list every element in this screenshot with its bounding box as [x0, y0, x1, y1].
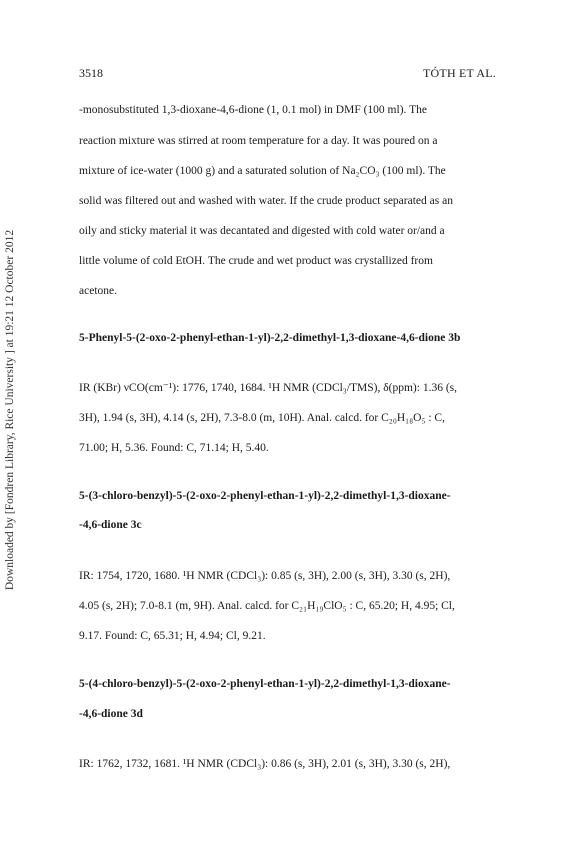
- compound-data-line: IR: 1762, 1732, 1681. ¹H NMR (CDCl₃): 0.86 (s, 3H), 2.01 (s, 3H), 3.30 (s, 2H),: [79, 758, 451, 770]
- compound-heading-3b: 5-Phenyl-5-(2-oxo-2-phenyl-ethan-1-yl)-2,2-dimethyl-1,3-dioxane-4,6-dione 3b: [79, 332, 461, 344]
- compound-heading-3d: 5-(4-chloro-benzyl)-5-(2-oxo-2-phenyl-ethan-1-yl)-2,2-dimethyl-1,3-dioxane-: [79, 678, 451, 690]
- compound-heading-3d: -4,6-dione 3d: [79, 708, 143, 720]
- compound-data-line: 3H), 1.94 (s, 3H), 4.14 (s, 2H), 7.3-8.0 (m, 10H). Anal. calcd. for C₂₀H₁₈O₅ : C,: [79, 412, 445, 424]
- paragraph-line: little volume of cold EtOH. The crude and wet product was crystallized from: [79, 255, 433, 267]
- running-head: TÓTH ET AL.: [423, 66, 496, 80]
- download-watermark: [0, 150, 20, 670]
- page-number: 3518: [79, 66, 103, 80]
- compound-data-line: IR (KBr) νCO(cm⁻¹): 1776, 1740, 1684. ¹H NMR (CDCl₃/TMS), δ(ppm): 1.36 (s,: [79, 382, 458, 394]
- compound-data-line: 71.00; H, 5.36. Found: C, 71.14; H, 5.40.: [79, 442, 269, 454]
- paragraph-line: -monosubstituted 1,3-dioxane-4,6-dione (1, 0.1 mol) in DMF (100 ml). The: [79, 104, 427, 116]
- compound-heading-3c: 5-(3-chloro-benzyl)-5-(2-oxo-2-phenyl-ethan-1-yl)-2,2-dimethyl-1,3-dioxane-: [79, 490, 451, 502]
- paragraph-line: acetone.: [79, 285, 117, 297]
- paragraph-line: reaction mixture was stirred at room temperature for a day. It was poured on a: [79, 135, 438, 147]
- compound-heading-3c: -4,6-dione 3c: [79, 519, 142, 531]
- paragraph-line: solid was filtered out and washed with water. If the crude product separated as an: [79, 195, 453, 207]
- compound-data-line: 9.17. Found: C, 65.31; H, 4.94; Cl, 9.21.: [79, 630, 266, 642]
- compound-data-line: IR: 1754, 1720, 1680. ¹H NMR (CDCl₃): 0.85 (s, 3H), 2.00 (s, 3H), 3.30 (s, 2H),: [79, 570, 451, 582]
- download-notice: Downloaded by [Fondren Library, Rice University ] at 19:21 12 October 2012: [4, 229, 16, 591]
- page-header: [79, 66, 496, 84]
- paragraph-line: oily and sticky material it was decantated and digested with cold water or/and a: [79, 225, 445, 237]
- compound-data-line: 4.05 (s, 2H); 7.0-8.1 (m, 9H). Anal. calcd. for C₂₁H₁₉ClO₅ : C, 65.20; H, 4.95; Cl,: [79, 600, 455, 612]
- paragraph-line: mixture of ice-water (1000 g) and a saturated solution of Na₂CO₃ (100 ml). The: [79, 165, 446, 177]
